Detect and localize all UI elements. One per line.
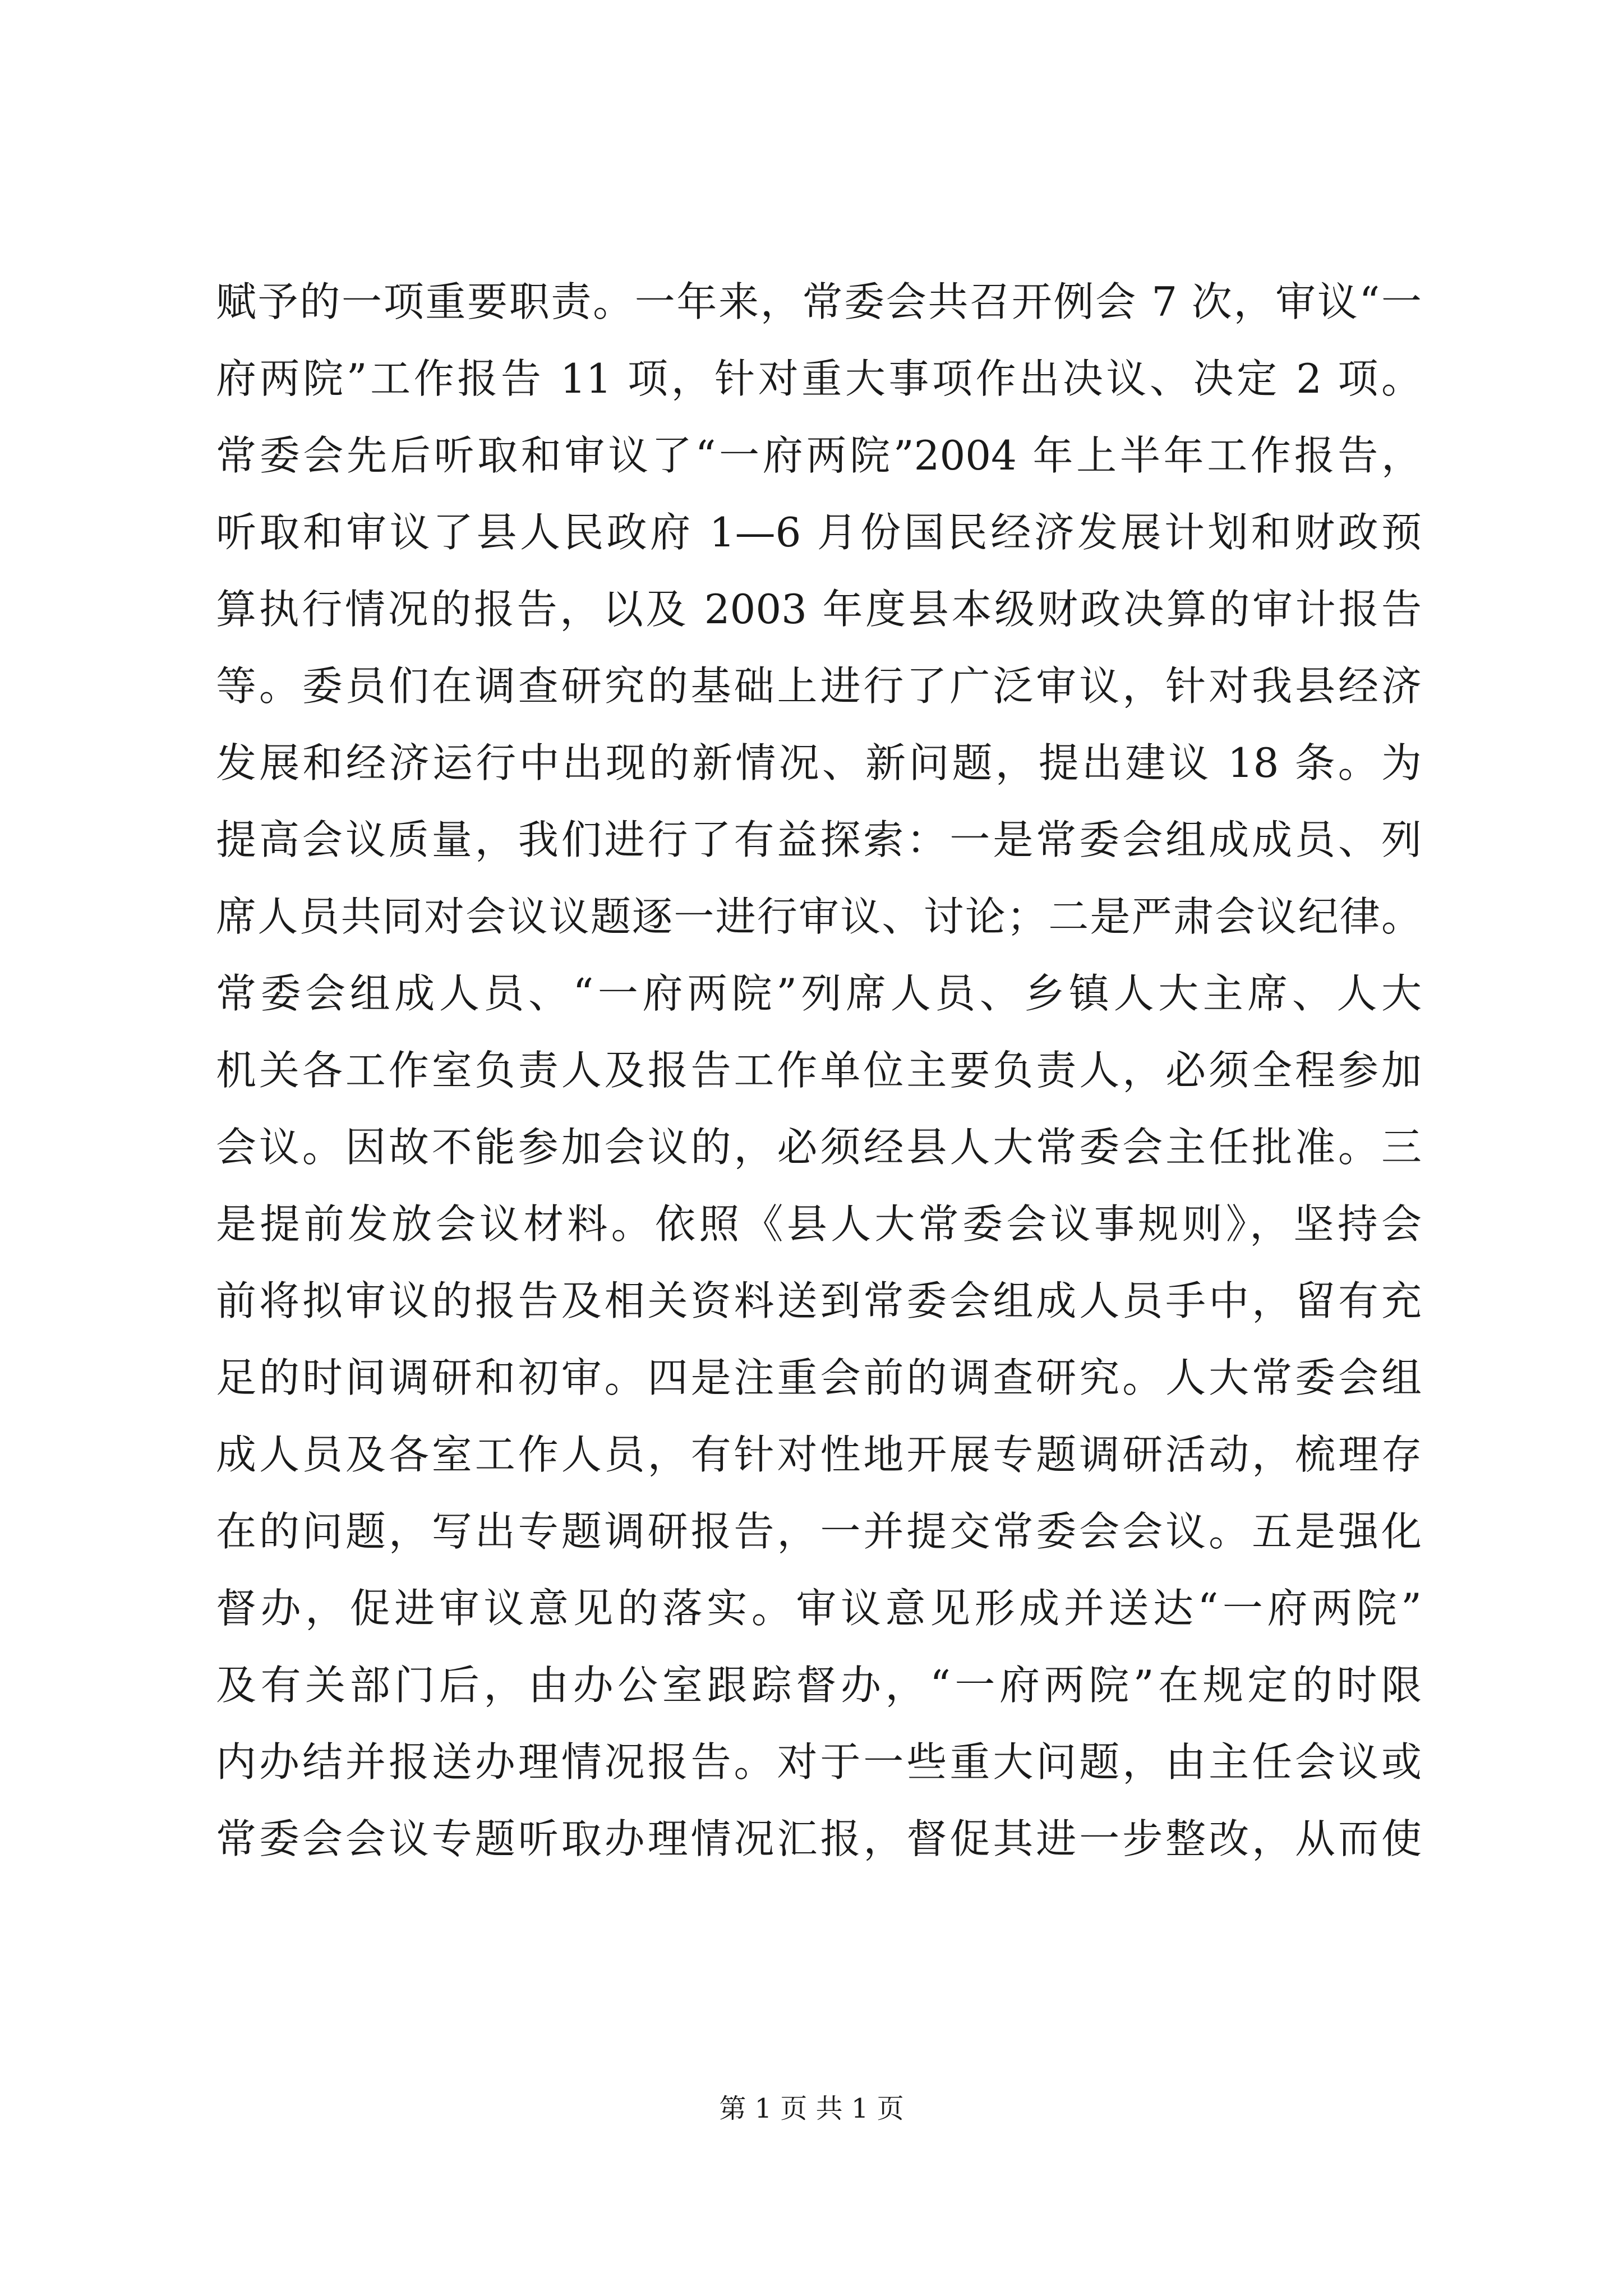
text-line: 在的问题，写出专题调研报告，一并提交常委会会议。五是强化 — [216, 1508, 1422, 1555]
text-line: 等。委员们在调查研究的基础上进行了广泛审议，针对我县经济 — [216, 662, 1422, 710]
text-line: 督办，促进审议意见的落实。审议意见形成并送达“一府两院” — [216, 1585, 1422, 1632]
page-footer — [0, 2087, 1623, 2125]
text-line: 赋予的一项重要职责。一年来，常委会共召开例会 7 次，审议“一 — [216, 278, 1422, 325]
text-line: 前将拟审议的报告及相关资料送到常委会组成人员手中，留有充 — [216, 1277, 1422, 1324]
text-line: 成人员及各室工作人员，有针对性地开展专题调研活动，梳理存 — [216, 1431, 1422, 1478]
text-line: 府两院”工作报告 11 项，针对重大事项作出决议、决定 2 项。 — [216, 355, 1422, 402]
body-text — [216, 264, 1422, 1878]
text-line: 常委会组成人员、“一府两院”列席人员、乡镇人大主席、人大 — [216, 970, 1422, 1017]
text-line: 内办结并报送办理情况报告。对于一些重大问题，由主任会议或 — [216, 1738, 1422, 1786]
page-number-label: 第 1 页 共 1 页 — [719, 2093, 904, 2124]
text-line: 提高会议质量，我们进行了有益探索：一是常委会组成成员、列 — [216, 816, 1422, 863]
text-line: 席人员共同对会议议题逐一进行审议、讨论；二是严肃会议纪律。 — [216, 893, 1422, 940]
text-line: 常委会先后听取和审议了“一府两院”2004 年上半年工作报告， — [216, 432, 1422, 479]
text-line: 及有关部门后，由办公室跟踪督办，“一府两院”在规定的时限 — [216, 1662, 1422, 1709]
text-line: 发展和经济运行中出现的新情况、新问题，提出建议 18 条。为 — [216, 739, 1422, 786]
text-line: 听取和审议了县人民政府 1—6 月份国民经济发展计划和财政预 — [216, 509, 1422, 556]
text-line: 是提前发放会议材料。依照《县人大常委会议事规则》，坚持会 — [216, 1200, 1422, 1248]
text-line: 足的时间调研和初审。四是注重会前的调查研究。人大常委会组 — [216, 1354, 1422, 1401]
text-line: 机关各工作室负责人及报告工作单位主要负责人，必须全程参加 — [216, 1047, 1422, 1094]
text-line: 常委会会议专题听取办理情况汇报，督促其进一步整改，从而使 — [216, 1815, 1422, 1862]
text-line: 算执行情况的报告，以及 2003 年度县本级财政决算的审计报告 — [216, 586, 1422, 633]
text-line: 会议。因故不能参加会议的，必须经县人大常委会主任批准。三 — [216, 1124, 1422, 1171]
